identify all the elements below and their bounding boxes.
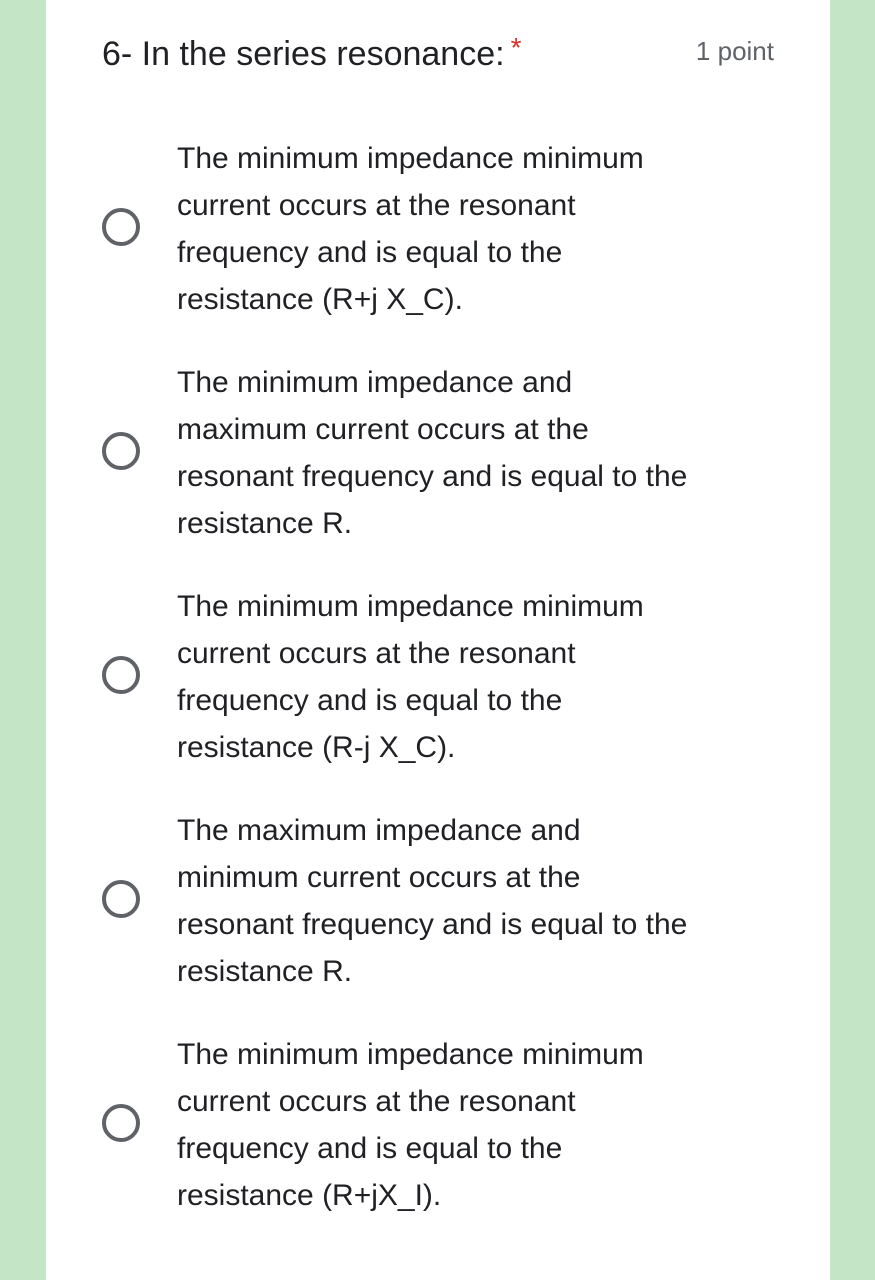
question-title (102, 26, 521, 76)
option-label[interactable]: The maximum impedance and minimum current occurs at the resonant frequency and is equal to the resistance R. (177, 814, 688, 988)
question-title-text: 6- In the series resonance: (102, 35, 505, 73)
option-label[interactable]: The minimum impedance minimum current occurs at the resonant frequency and is equal to the resistance (R-j X_C). (177, 590, 644, 764)
option-2[interactable] (102, 359, 782, 549)
option-label[interactable]: The minimum impedance minimum current occurs at the resonant frequency and is equal to the resistance (R+jX_I). (177, 1038, 644, 1212)
radio-button-icon[interactable] (102, 1104, 140, 1142)
option-1[interactable] (102, 135, 782, 325)
radio-button-icon[interactable] (102, 208, 140, 246)
question-card (46, 0, 830, 1280)
question-points: 1 point (695, 36, 774, 66)
option-5[interactable] (102, 1031, 782, 1221)
option-4[interactable] (102, 807, 782, 997)
option-label[interactable]: The minimum impedance and maximum current occurs at the resonant frequency and is equal to the resistance R. (177, 366, 688, 540)
option-3[interactable] (102, 583, 782, 773)
radio-button-icon[interactable] (102, 656, 140, 694)
option-label[interactable]: The minimum impedance minimum current occurs at the resonant frequency and is equal to the resistance (R+j X_C). (177, 142, 644, 316)
radio-button-icon[interactable] (102, 880, 140, 918)
required-marker: * (510, 32, 522, 63)
radio-button-icon[interactable] (102, 432, 140, 470)
question-header (102, 26, 774, 76)
